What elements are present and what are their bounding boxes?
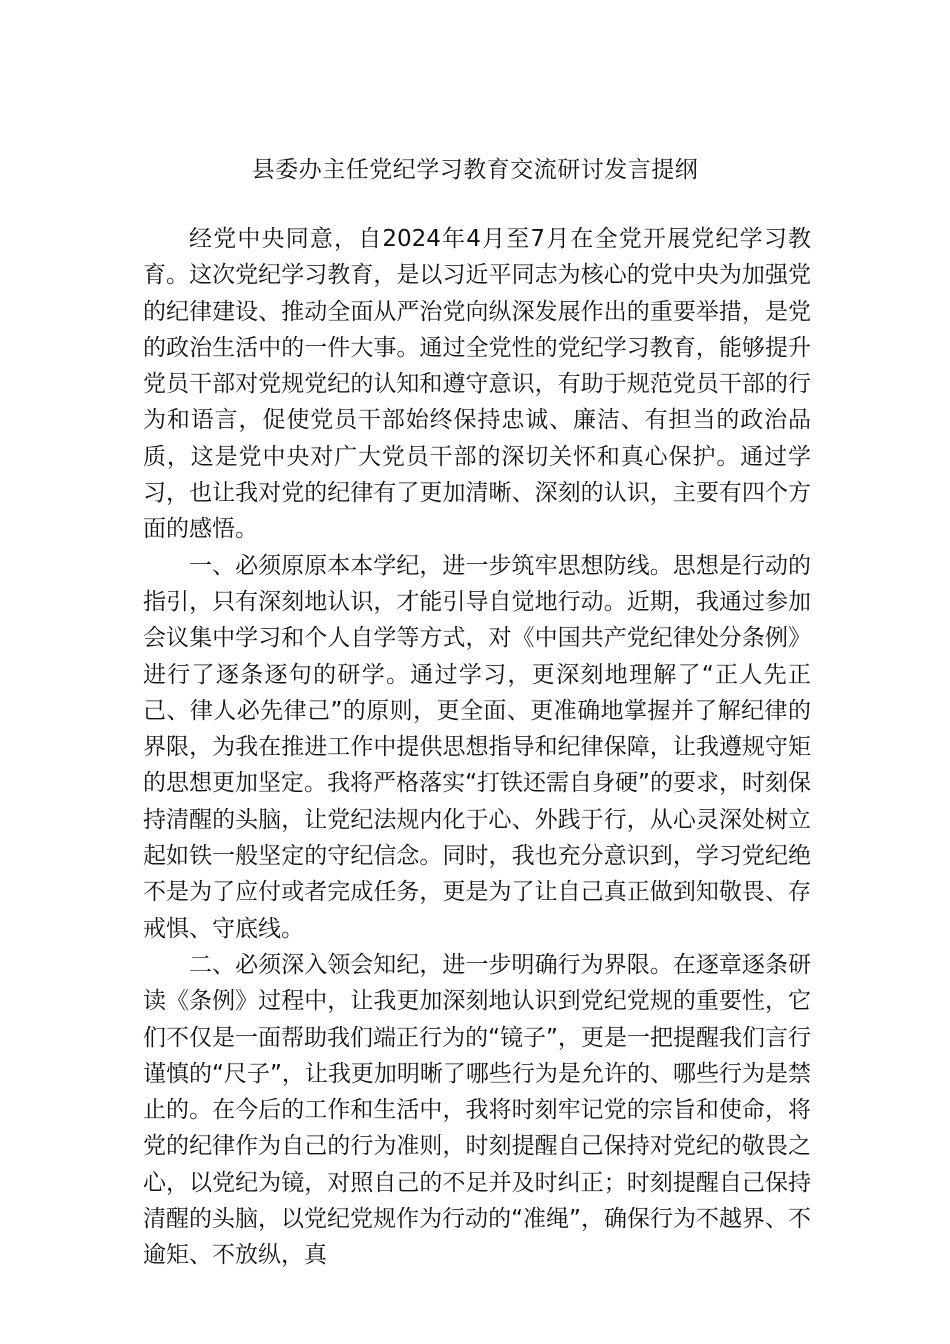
document-title: 县委办主任党纪学习教育交流研讨发言提纲 xyxy=(251,157,699,183)
paragraph-intro: 经党中央同意，自2024年4月至7月在全党开展党纪学习教育。这次党纪学习教育，是以习近平同志为核心的党中央为加强党的纪律建设、推动全面从严治党向纵深发展作出的重要举措，是党的政治生活中的一件大事。通过全党性的党纪学习教育，能够提升党员干部对党规党纪的认知和遵守意识，有助于规范党员干部的行为和语言，促使党员干部始终保持忠诚、廉洁、有担当的政治品质，这是党中央对广大党员干部的深切关怀和真心保护。通过学习，也让我对党的纪律有了更加清晰、深刻的认识，主要有四个方面的感悟。 xyxy=(143,226,811,543)
paragraph-point-one: 一、必须原原本本学纪，进一步筑牢思想防线。思想是行动的指引，只有深刻地认识，才能引导自觉地行动。近期，我通过参加会议集中学习和个人自学等方式，对《中国共产党纪律处分条例》进行了逐条逐句的研学。通过学习，更深刻地理解了“正人先正己、律人必先律己”的原则，更全面、更准确地掌握并了解纪律的界限，为我在推进工作中提供思想指导和纪律保障，让我遵规守矩的思想更加坚定。我将严格落实“打铁还需自身硬”的要求，时刻保持清醒的头脑，让党纪法规内化于心、外践于行，从心灵深处树立起如铁一般坚定的守纪信念。同时，我也充分意识到，学习党纪绝不是为了应付或者完成任务，更是为了让自己真正做到知敬畏、存戒惧、守底线。 xyxy=(143,552,811,942)
paragraph-point-two: 二、必须深入领会知纪，进一步明确行为界限。在逐章逐条研读《条例》过程中，让我更加深刻地认识到党纪党规的重要性，它们不仅是一面帮助我们端正行为的“镜子”，更是一把提醒我们言行谨慎的“尺子”，让我更加明晰了哪些行为是允许的、哪些行为是禁止的。在今后的工作和生活中，我将时刻牢记党的宗旨和使命，将党的纪律作为自己的行为准则，时刻提醒自己保持对党纪的敬畏之心，以党纪为镜，对照自己的不足并及时纠正；时刻提醒自己保持清醒的头脑，以党纪党规作为行动的“准绳”，确保行为不越界、不逾矩、不放纵，真 xyxy=(143,951,811,1269)
document-body xyxy=(143,221,811,1274)
